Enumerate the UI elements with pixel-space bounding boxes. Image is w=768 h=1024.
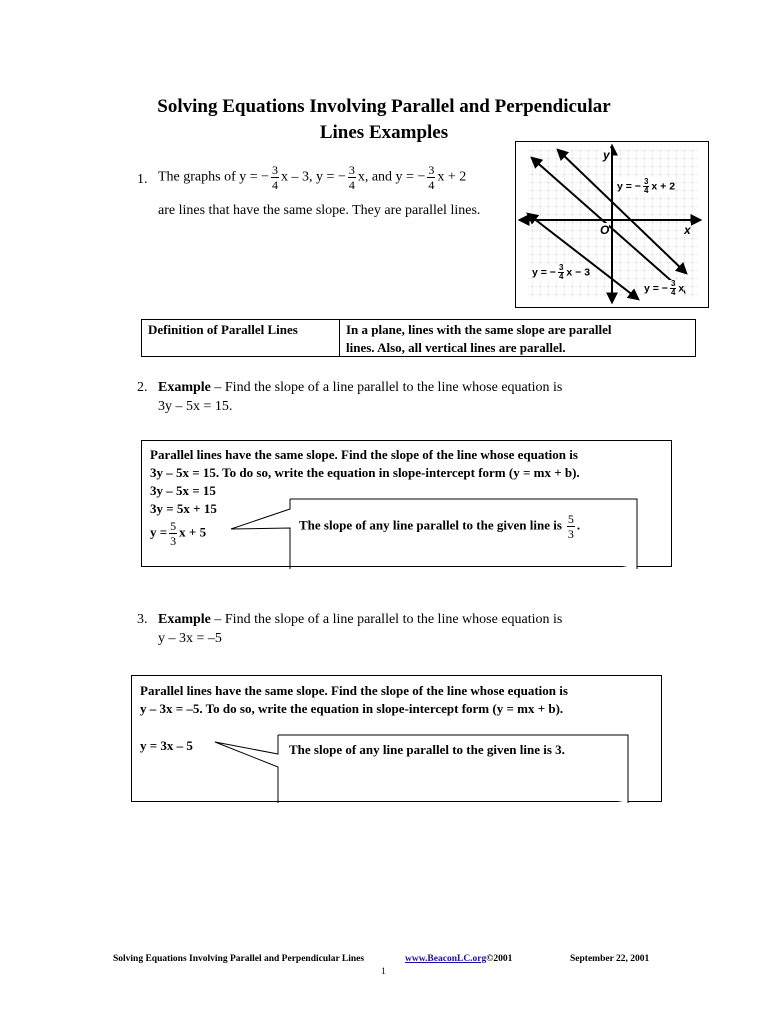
fraction xyxy=(558,264,564,281)
fraction-denominator: 4 xyxy=(272,178,279,192)
fraction-numerator: 3 xyxy=(348,163,355,177)
item3-solution-box xyxy=(131,675,662,802)
fraction xyxy=(427,163,435,192)
fraction-denominator: 4 xyxy=(643,186,649,195)
footer-link-group xyxy=(405,954,512,964)
fraction-denominator: 3 xyxy=(567,527,574,541)
fraction-numerator: 3 xyxy=(272,163,279,177)
eq-text: x − 3 xyxy=(566,266,591,279)
solution-step: 3y – 5x = 15 xyxy=(150,483,216,498)
website-link[interactable]: www.BeaconLC.org xyxy=(405,954,487,964)
step-text: x + 5 xyxy=(179,524,207,540)
x-axis-label: x xyxy=(684,223,691,237)
fraction-denominator: 4 xyxy=(558,272,564,281)
callout-end: . xyxy=(576,517,581,533)
definition-description xyxy=(340,320,618,356)
fraction-numerator: 3 xyxy=(643,177,649,186)
item3-prompt xyxy=(158,611,562,629)
fraction xyxy=(271,163,279,192)
definition-term: Definition of Parallel Lines xyxy=(142,320,340,356)
item1-text xyxy=(158,163,466,192)
footer-title: Solving Equations Involving Parallel and Perpendicular Lines xyxy=(113,954,365,964)
eq-text: y = − xyxy=(617,180,641,193)
label-eq-top xyxy=(617,178,675,195)
solution-line: 3y – 5x = 15. To do so, write the equation in slope-intercept form (y = mx + b). xyxy=(150,465,580,480)
fraction xyxy=(169,519,177,548)
definition-table xyxy=(141,319,696,357)
item1-number: 1. xyxy=(137,172,148,187)
item2-solution-box xyxy=(141,440,672,567)
page-title: Solving Equations Involving Parallel and Perpendicular xyxy=(157,96,611,117)
fraction-numerator: 3 xyxy=(428,163,435,177)
definition-line: lines. Also, all vertical lines are parallel. xyxy=(346,340,566,355)
fraction xyxy=(643,178,649,195)
solution-line: y – 3x = –5. To do so, write the equation in slope-intercept form (y = mx + b). xyxy=(140,701,564,716)
eq-text: x xyxy=(678,282,685,295)
example-label: Example xyxy=(158,380,211,395)
callout-text: The slope of any line parallel to the given line is 3. xyxy=(289,742,565,757)
parallel-lines-graph xyxy=(515,141,709,308)
fraction-numerator: 3 xyxy=(558,263,564,272)
eq-text: x + 2 xyxy=(651,180,676,193)
callout-label: The slope of any line parallel to the given line is xyxy=(299,517,562,533)
item1-text-part: The graphs of y = − xyxy=(158,169,270,185)
label-eq-right xyxy=(644,280,684,297)
fraction xyxy=(567,512,575,541)
fraction-denominator: 4 xyxy=(348,178,355,192)
item2-number: 2. xyxy=(137,380,148,395)
item3-equation: y – 3x = –5 xyxy=(158,631,222,646)
solution-line: Parallel lines have the same slope. Find the slope of the line whose equation is xyxy=(150,447,578,462)
item3-prompt-text: – Find the slope of a line parallel to the line whose equation is xyxy=(210,612,563,627)
footer-date: September 22, 2001 xyxy=(570,954,650,964)
fraction-numerator: 5 xyxy=(170,519,177,533)
step-text: y = xyxy=(150,524,168,540)
item1-line2: are lines that have the same slope. They are parallel lines. xyxy=(158,203,481,218)
definition-line: In a plane, lines with the same slope are parallel xyxy=(346,322,612,337)
solution-line: Parallel lines have the same slope. Find the slope of the line whose equation is xyxy=(140,683,568,698)
solution-step xyxy=(150,519,206,548)
label-eq-left xyxy=(532,264,590,281)
fraction-numerator: 3 xyxy=(670,279,676,288)
fraction-denominator: 4 xyxy=(428,178,435,192)
item2-prompt-text: – Find the slope of a line parallel to the line whose equation is xyxy=(210,380,563,395)
definition-row xyxy=(142,320,695,356)
y-axis-label: y xyxy=(603,148,610,162)
eq-text: y = − xyxy=(644,282,668,295)
origin-label: O xyxy=(600,223,610,237)
fraction-denominator: 3 xyxy=(170,534,177,548)
solution-step: 3y = 5x + 15 xyxy=(150,501,217,516)
page-title-line2: Lines Examples xyxy=(319,122,449,143)
example-label: Example xyxy=(158,612,211,627)
solution-step: y = 3x – 5 xyxy=(140,738,193,753)
fraction-numerator: 5 xyxy=(567,512,574,526)
footer-copyright: ©2001 xyxy=(486,954,513,964)
eq-text: y = − xyxy=(532,266,556,279)
item2-equation: 3y – 5x = 15. xyxy=(158,399,233,414)
fraction-denominator: 4 xyxy=(670,288,676,297)
fraction xyxy=(348,163,356,192)
page-number: 1 xyxy=(381,967,386,977)
item2-prompt xyxy=(158,379,562,397)
item1-text-part: x – 3, y = − xyxy=(281,169,346,185)
item1-text-part: x + 2 xyxy=(437,169,467,185)
fraction xyxy=(670,280,676,297)
callout-text xyxy=(299,512,580,541)
item1-text-part: x, and y = − xyxy=(357,169,426,185)
item3-number: 3. xyxy=(137,612,148,627)
